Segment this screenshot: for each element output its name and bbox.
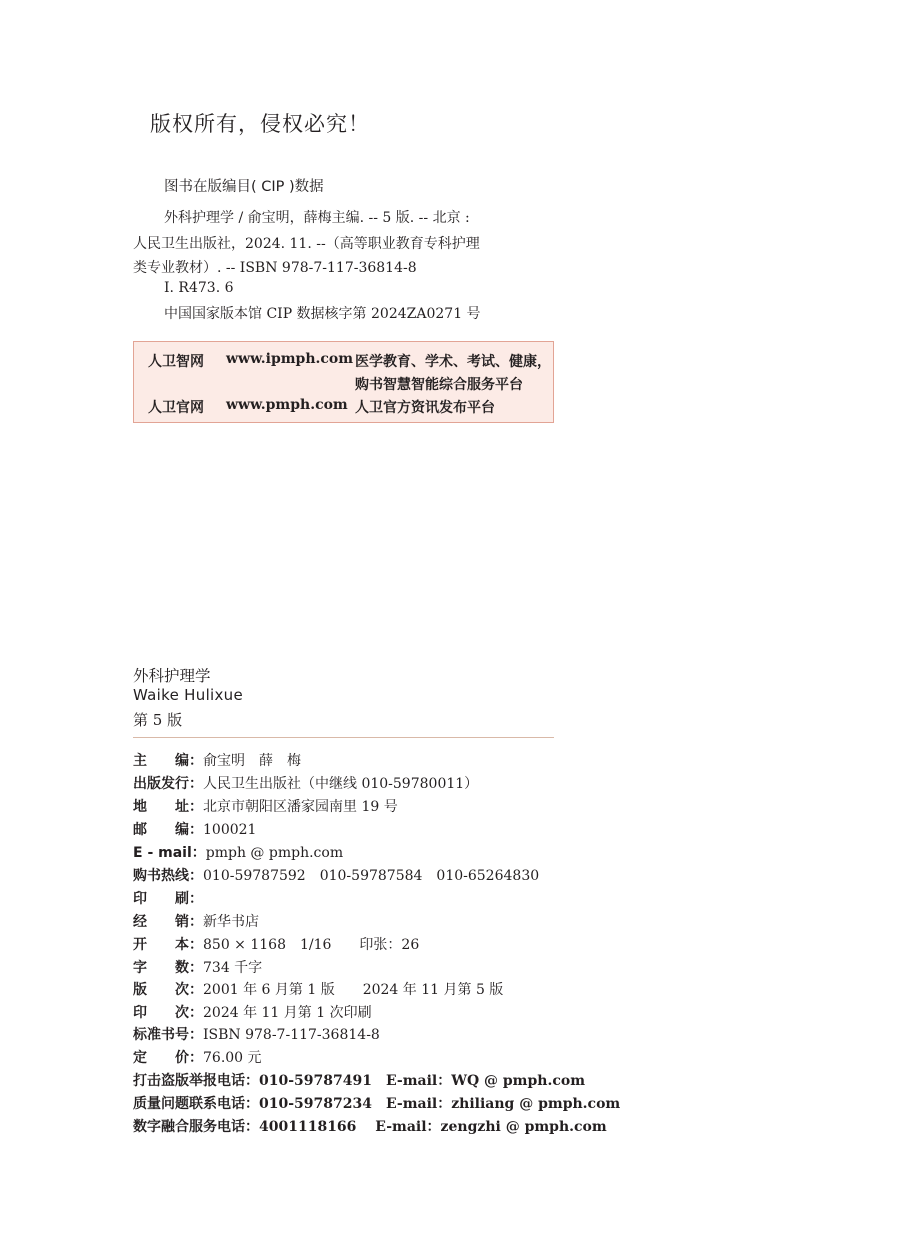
info-value: 100021 [203, 822, 257, 838]
info-row [133, 934, 419, 954]
cip-line-2: 人民卫生出版社，2024. 11. --（高等职业教育专科护理 [133, 236, 480, 252]
info-row [133, 957, 262, 977]
info-label: 开 本： [133, 937, 203, 953]
site-desc-pmph: 人卫官方资讯发布平台 [355, 400, 495, 416]
info-label: 购书热线： [133, 868, 203, 884]
info-row [133, 1116, 607, 1136]
info-row [133, 750, 301, 770]
info-row [133, 773, 478, 793]
info-label: 邮 编： [133, 822, 203, 838]
info-label: 打击盗版举报电话： [133, 1073, 259, 1089]
copyright-notice: 版权所有，侵权必究！ [150, 112, 370, 136]
cip-heading: 图书在版编目( CIP )数据 [164, 179, 324, 195]
info-label: 定 价： [133, 1050, 203, 1066]
info-value: 76.00 元 [203, 1050, 262, 1066]
cip-line-1: 外科护理学 / 俞宝明，薛梅主编. -- 5 版. -- 北京 : [164, 210, 470, 226]
website-info-box [133, 341, 554, 423]
info-value: 010-59787234 E-mail：zhiliang @ pmph.com [259, 1096, 621, 1112]
info-value: ISBN 978-7-117-36814-8 [203, 1027, 380, 1043]
info-value: 2024 年 11 月第 1 次印刷 [203, 1005, 372, 1021]
book-title-pinyin: Waike Hulixue [133, 686, 244, 704]
info-value: pmph @ pmph.com [205, 845, 344, 861]
info-label: 字 数： [133, 960, 203, 976]
info-label: 版 次： [133, 982, 203, 998]
site-name-ipmph: 人卫智网 [148, 354, 204, 370]
info-value: 850 × 1168 1/16 印张：26 [203, 937, 420, 953]
info-value: 北京市朝阳区潘家园南里 19 号 [203, 799, 398, 815]
info-value: 人民卫生出版社（中继线 010-59780011） [203, 776, 479, 792]
info-label: 数字融合服务电话： [133, 1119, 259, 1135]
info-row [133, 1070, 585, 1090]
site-url-pmph[interactable]: www.pmph.com [226, 397, 348, 413]
info-row [133, 1093, 620, 1113]
info-row [133, 888, 203, 908]
site-desc-ipmph-1: 医学教育、学术、考试、健康， [355, 354, 551, 370]
info-row [133, 979, 503, 999]
info-value: 010-59787592 010-59787584 010-65264830 [203, 868, 540, 884]
cip-line-5: 中国国家版本馆 CIP 数据核字第 2024ZA0271 号 [164, 306, 481, 322]
info-row [133, 865, 539, 885]
info-row [133, 1024, 380, 1044]
info-value: 俞宝明 薛 梅 [203, 753, 301, 769]
info-value: 010-59787491 E-mail：WQ @ pmph.com [259, 1073, 586, 1089]
book-title: 外科护理学 [133, 667, 211, 685]
info-label: E - mail： [133, 845, 206, 861]
site-url-ipmph[interactable]: www.ipmph.com [226, 351, 354, 367]
info-label: 标准书号： [133, 1027, 203, 1043]
info-label: 地 址： [133, 799, 203, 815]
info-label: 印 刷： [133, 891, 203, 907]
cip-line-3: 类专业教材）. -- ISBN 978-7-117-36814-8 [133, 260, 417, 276]
info-row [133, 911, 259, 931]
info-label: 主 编： [133, 753, 203, 769]
info-value: 2001 年 6 月第 1 版 2024 年 11 月第 5 版 [203, 982, 504, 998]
info-row [133, 796, 398, 816]
info-row [133, 1047, 262, 1067]
info-label: 印 次： [133, 1005, 203, 1021]
info-row [133, 1002, 372, 1022]
info-value: 新华书店 [203, 914, 259, 930]
info-value: 4001118166 E-mail：zengzhi @ pmph.com [259, 1119, 607, 1135]
section-divider [133, 737, 554, 738]
info-row [133, 819, 256, 839]
site-name-pmph: 人卫官网 [148, 400, 204, 416]
cip-line-4: Ⅰ. R473. 6 [164, 280, 234, 296]
info-label: 出版发行： [133, 776, 203, 792]
info-label: 质量问题联系电话： [133, 1096, 259, 1112]
info-row [133, 842, 343, 862]
book-edition: 第 5 版 [133, 711, 183, 729]
info-label: 经 销： [133, 914, 203, 930]
site-desc-ipmph-2: 购书智慧智能综合服务平台 [355, 377, 523, 393]
info-value: 734 千字 [203, 960, 263, 976]
